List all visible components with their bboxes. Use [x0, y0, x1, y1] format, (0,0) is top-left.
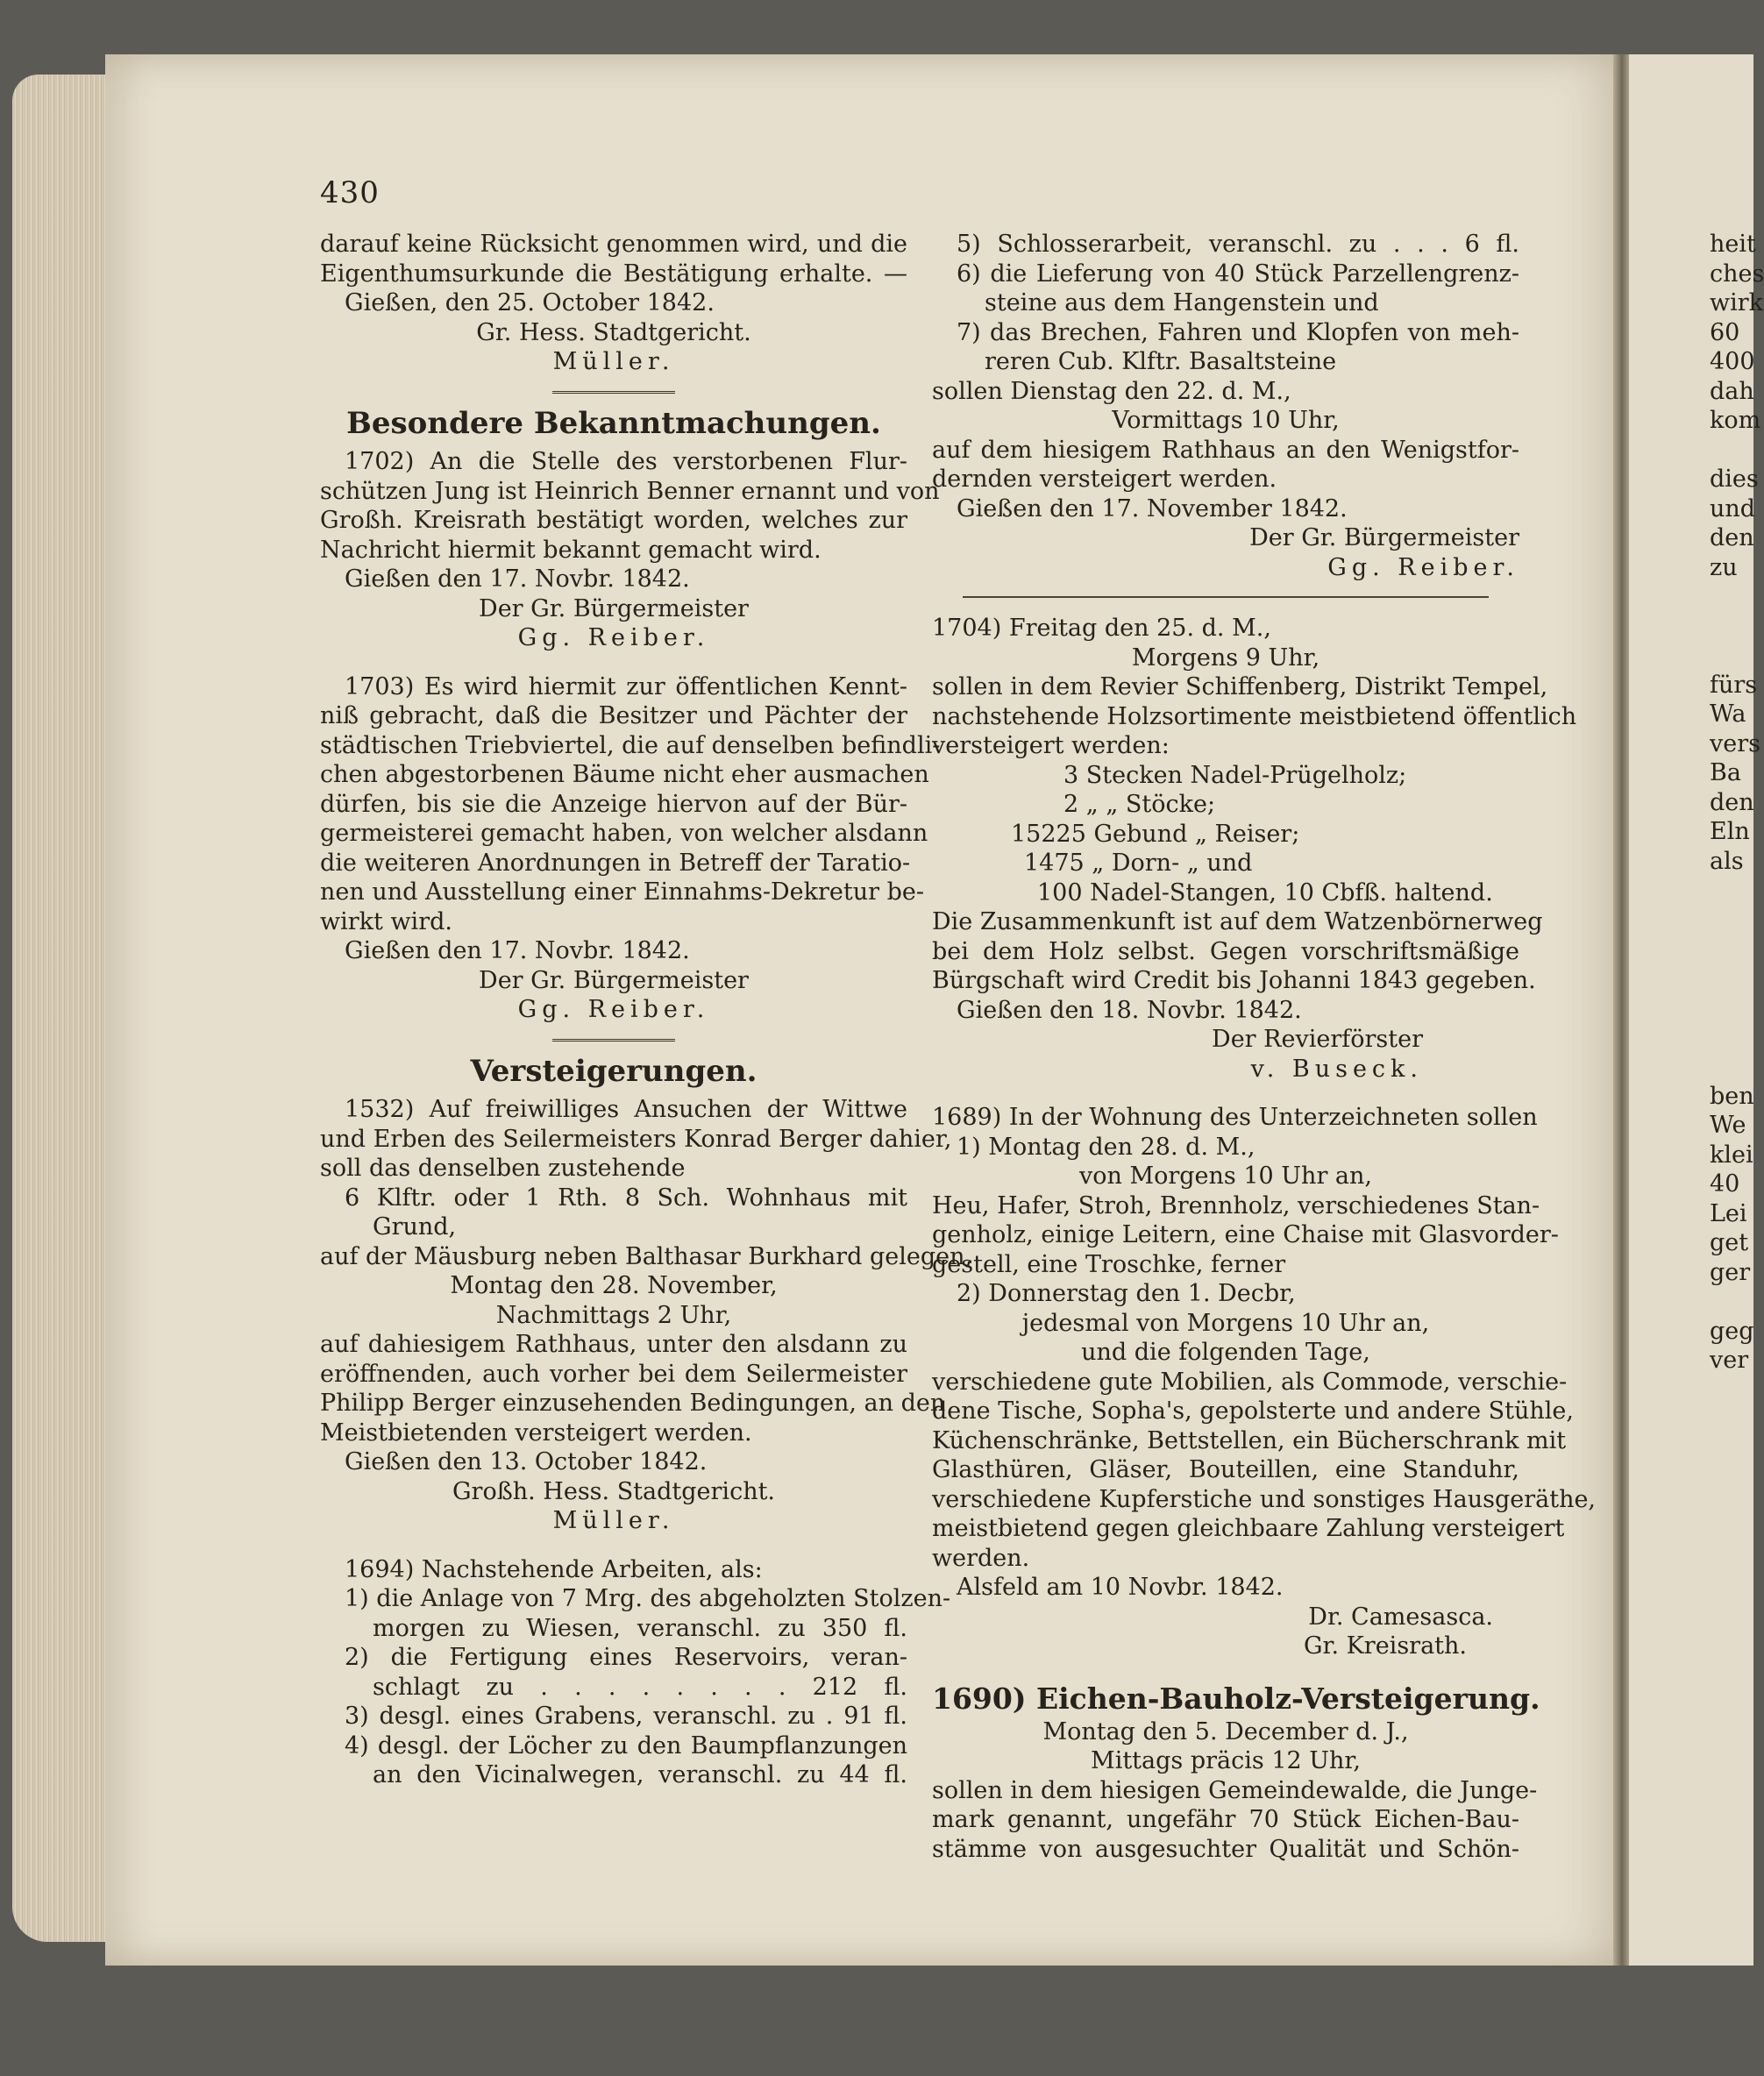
facing-page-text — [1710, 230, 1764, 1376]
signature-name: v. Buseck. — [1250, 1055, 1423, 1083]
facing-page-fragment — [1710, 993, 1753, 1023]
list-item: 15225 Gebund „ Reiser; — [1011, 820, 1300, 848]
facing-page-fragment: Lei — [1710, 1199, 1747, 1227]
notice-1704 — [932, 614, 1577, 1084]
text-line: versteigert werden: — [932, 732, 1170, 759]
list-item: 3 Stecken Nadel-Prügelholz; — [1063, 761, 1407, 789]
facing-page-fragment: ben — [1710, 1082, 1754, 1110]
facing-page-fragment: heit — [1710, 231, 1756, 258]
text-line: genholz, einige Leitern, eine Chaise mit Glasvorder- — [932, 1221, 1559, 1248]
text-line: germeisterei gemacht haben, von welcher alsdann — [320, 820, 928, 847]
signature-name: Gg. Reiber. — [1327, 553, 1519, 581]
facing-page-fragment: Ba — [1710, 759, 1741, 786]
facing-page-fragment: Wa — [1710, 700, 1746, 728]
signature-authority: Gr. Hess. Stadtgericht. — [476, 318, 751, 346]
facing-page-fragment — [1710, 876, 1753, 906]
facing-page-fragment: und — [1710, 494, 1756, 523]
text-line: darauf keine Rücksicht genommen wird, und die — [320, 231, 907, 258]
signature-authority: Gr. Kreisrath. — [1303, 1632, 1467, 1660]
facing-page-fragment: den — [1710, 524, 1754, 551]
notice-1690 — [932, 1681, 1540, 1865]
text-line: Großh. Kreisrath bestätigt worden, welches zur — [320, 507, 907, 534]
list-item: steine aus dem Hangenstein und — [985, 289, 1379, 316]
list-item: morgen zu Wiesen, veranschl. zu 350 fl. — [373, 1614, 907, 1642]
facing-page-fragment: den — [1710, 788, 1754, 816]
text-line: Alsfeld am 10 Novbr. 1842. — [957, 1574, 1284, 1601]
text-line: Mittags präcis 12 Uhr, — [1091, 1747, 1361, 1774]
text-line: chen abgestorbenen Bäume nicht eher ausmachen — [320, 761, 929, 788]
list-item: 2) Donnerstag den 1. Decbr, — [957, 1280, 1296, 1307]
text-line: Nachricht hiermit bekannt gemacht wird. — [320, 536, 822, 564]
text-line: gestell, eine Troschke, ferner — [932, 1250, 1286, 1278]
text-line: 6 Klftr. oder 1 Rth. 8 Sch. Wohnhaus mit — [345, 1184, 907, 1212]
text-line: auf dahiesigem Rathhaus, unter den alsdann zu — [320, 1331, 907, 1358]
book-gutter — [1613, 54, 1631, 1966]
list-item: 6) die Lieferung von 40 Stück Parzellengrenz- — [957, 260, 1519, 288]
left-column — [320, 230, 973, 1790]
list-item: 5) Schlosserarbeit, veranschl. zu . . . 6 fl. — [957, 231, 1519, 258]
facing-page-fragment: dies — [1710, 466, 1759, 493]
text-line: nachstehende Holzsortimente meistbietend öffentlich — [932, 702, 1577, 730]
facing-page-fragment: 400 — [1710, 348, 1755, 375]
facing-page-fragment — [1710, 935, 1753, 964]
text-line: schützen Jung ist Heinrich Benner ernannt und von — [320, 477, 940, 505]
signature-authority: Großh. Hess. Stadtgericht. — [452, 1477, 776, 1505]
facing-page-fragment: geg — [1710, 1317, 1754, 1345]
signature-name: Gg. Reiber. — [517, 624, 710, 651]
facing-page-fragment: dah — [1710, 377, 1754, 405]
text-line: Gießen den 17. November 1842. — [957, 494, 1348, 523]
facing-page-fragment: fürs — [1710, 671, 1758, 699]
list-item: 1) die Anlage von 7 Mrg. des abgeholzten Stolzen- — [345, 1585, 951, 1612]
text-line: mark genannt, ungefähr 70 Stück Eichen-Bau- — [932, 1806, 1519, 1833]
notice-1689 — [932, 1103, 1597, 1661]
text-line: Gießen den 13. October 1842. — [345, 1448, 708, 1475]
notice-1703 — [320, 672, 941, 1025]
section-divider — [963, 596, 1489, 598]
facing-page-fragment: zu — [1710, 553, 1738, 581]
list-item: schlagt zu . . . . . . . . 212 fl. — [373, 1673, 907, 1701]
text-line: Vormittags 10 Uhr, — [1112, 407, 1340, 434]
facing-page-fragment — [1710, 964, 1753, 994]
facing-page-fragment: ches — [1710, 260, 1764, 288]
signature-authority: Der Gr. Bürgermeister — [479, 966, 749, 994]
page-number: 430 — [320, 175, 380, 210]
text-line: dernden versteigert werden. — [932, 466, 1277, 493]
facing-page-fragment: ger — [1710, 1258, 1751, 1286]
text-line: dene Tische, Sopha's, gepolsterte und andere Stühle, — [932, 1397, 1574, 1425]
notice-title: 1690) Eichen-Bauholz-Versteigerung. — [932, 1681, 1540, 1716]
notice-1702 — [320, 447, 940, 653]
section-divider — [552, 391, 675, 394]
signature-authority: Der Gr. Bürgermeister — [479, 594, 749, 622]
facing-page-fragment — [1710, 1052, 1753, 1082]
text-line: Philipp Berger einzusehenden Bedingungen, an den — [320, 1390, 946, 1417]
text-line: auf dem hiesigem Rathhaus an den Wenigstfor- — [932, 436, 1519, 464]
text-line: Montag den 28. November, — [450, 1272, 778, 1299]
text-line: 1702) An die Stelle des verstorbenen Flur- — [345, 448, 907, 475]
text-line: 1689) In der Wohnung des Unterzeichneten sollen — [932, 1104, 1538, 1131]
text-line: stämme von ausgesuchter Qualität und Schön- — [932, 1835, 1519, 1863]
text-line: sollen in dem Revier Schiffenberg, Distrikt Tempel, — [932, 673, 1548, 700]
text-line: nen und Ausstellung einer Einnahms-Dekretur be- — [320, 878, 924, 906]
facing-page-fragment: 60 — [1710, 318, 1740, 346]
notice-1532 — [320, 1095, 973, 1536]
text-line: Gießen, den 25. October 1842. — [345, 289, 715, 316]
text-line: 1704) Freitag den 25. d. M., — [932, 615, 1271, 642]
facing-page-fragment: 40 — [1710, 1170, 1740, 1198]
text-line: verschiedene Kupferstiche und sonstiges Hausgeräthe, — [932, 1485, 1597, 1513]
section-heading-special: Besondere Bekanntmachungen. — [346, 405, 881, 441]
facing-page-fragment — [1710, 612, 1753, 642]
text-line: bei dem Holz selbst. Gegen vorschriftsmäßige — [932, 937, 1519, 965]
section-heading-auctions: Versteigerungen. — [470, 1053, 758, 1089]
text-line: 1703) Es wird hiermit zur öffentlichen Kennt- — [345, 672, 907, 700]
text-line: Gießen den 17. Novbr. 1842. — [345, 937, 690, 964]
right-column — [932, 230, 1597, 1864]
text-line: Montag den 5. December d. J., — [1042, 1717, 1409, 1745]
facing-page-fragment — [1710, 436, 1753, 466]
list-item: reren Cub. Klftr. Basaltsteine — [985, 348, 1337, 375]
list-item: an den Vicinalwegen, veranschl. zu 44 fl. — [373, 1761, 907, 1788]
text-line: Gießen den 17. Novbr. 1842. — [345, 565, 690, 593]
signature-name: Müller. — [552, 348, 675, 375]
list-item: 2) die Fertigung eines Reservoirs, veran- — [345, 1644, 907, 1671]
text-line: eröffnenden, auch vorher bei dem Seilermeister — [320, 1360, 907, 1388]
facing-page-fragment — [1710, 906, 1753, 935]
text-line: Gießen den 18. Novbr. 1842. — [957, 996, 1302, 1024]
text-line: Küchenschränke, Bettstellen, ein Bücherschrank mit — [932, 1426, 1567, 1454]
facing-page-fragment: wirk — [1710, 289, 1764, 316]
facing-page-fragment: We — [1710, 1112, 1746, 1139]
list-item: 3) desgl. eines Grabens, veranschl. zu . 91 fl. — [345, 1703, 907, 1730]
text-line: und die folgenden Tage, — [1081, 1339, 1370, 1366]
text-line: städtischen Triebviertel, die auf denselben befindli- — [320, 731, 941, 759]
list-item: 7) das Brechen, Fahren und Klopfen von meh- — [957, 318, 1519, 346]
text-line: werden. — [932, 1544, 1030, 1572]
text-line: Meistbietenden versteigert werden. — [320, 1418, 752, 1447]
facing-page-fragment: als — [1710, 847, 1744, 875]
list-item: 1475 „ Dorn- „ und — [1024, 850, 1253, 877]
notice-closing-top — [320, 230, 907, 377]
list-item: 2 „ „ Stöcke; — [1063, 791, 1216, 818]
facing-page-fragment — [1710, 1287, 1753, 1317]
facing-page-fragment — [1710, 641, 1753, 671]
text-line: von Morgens 10 Uhr an, — [1078, 1162, 1373, 1190]
text-line: jedesmal von Morgens 10 Uhr an, — [1021, 1309, 1430, 1337]
text-line: Grund, — [373, 1213, 457, 1241]
notice-1694 — [320, 1555, 951, 1790]
list-item: 1) Montag den 28. d. M., — [957, 1133, 1255, 1161]
text-line: wirkt wird. — [320, 907, 452, 935]
facing-page-fragment — [1710, 1023, 1753, 1053]
signature-name: Dr. Camesasca. — [1308, 1603, 1493, 1631]
text-line: sollen Dienstag den 22. d. M., — [932, 377, 1291, 405]
facing-page-fragment: Eln — [1710, 818, 1750, 845]
facing-page-fragment — [1710, 582, 1753, 612]
text-line: und Erben des Seilermeisters Konrad Berger dahier, — [320, 1125, 952, 1153]
text-line: meistbietend gegen gleichbaare Zahlung versteigert — [932, 1515, 1565, 1542]
text-line: auf der Mäusburg neben Balthasar Burkhard gelegen, — [320, 1242, 973, 1270]
signature-name: Müller. — [552, 1507, 675, 1534]
text-line: Bürgschaft wird Credit bis Johanni 1843 gegeben. — [932, 967, 1536, 994]
text-line: 1694) Nachstehende Arbeiten, als: — [345, 1555, 763, 1583]
text-line: dürfen, bis sie die Anzeige hiervon auf der Bür- — [320, 790, 907, 818]
facing-page-fragment: vers — [1710, 729, 1760, 757]
text-line: 1532) Auf freiwilliges Ansuchen der Wittwe — [345, 1096, 907, 1123]
text-line: die weiteren Anordnungen in Betreff der Taratio- — [320, 849, 911, 877]
text-line: sollen in dem hiesigen Gemeindewalde, die Junge- — [932, 1776, 1538, 1804]
signature-name: Gg. Reiber. — [517, 996, 710, 1023]
facing-page-fragment: get — [1710, 1229, 1749, 1256]
list-item: 100 Nadel-Stangen, 10 Cbfß. haltend. — [1037, 878, 1493, 906]
notice-1694-continued — [932, 230, 1519, 582]
list-item: 4) desgl. der Löcher zu den Baumpflanzungen — [345, 1731, 907, 1760]
signature-authority: Der Revierförster — [1212, 1026, 1423, 1053]
facing-page-fragment: klei — [1710, 1141, 1753, 1169]
section-divider — [552, 1039, 675, 1042]
text-line: Heu, Hafer, Stroh, Brennholz, verschiedenes Stan- — [932, 1191, 1540, 1219]
facing-page-fragment: kom — [1710, 407, 1761, 434]
text-line: Die Zusammenkunft ist auf dem Watzenbörnerweg — [932, 908, 1543, 935]
text-line: Nachmittags 2 Uhr, — [495, 1301, 732, 1329]
signature-authority: Der Gr. Bürgermeister — [1249, 524, 1519, 551]
text-line: Morgens 9 Uhr, — [1131, 643, 1320, 672]
facing-page-fragment: ver — [1710, 1347, 1749, 1374]
text-line: soll das denselben zustehende — [320, 1155, 686, 1182]
text-line: niß gebracht, daß die Besitzer und Pächter der — [320, 702, 907, 729]
text-line: Eigenthumsurkunde die Bestätigung erhalte. — — [320, 260, 907, 288]
text-line: Glasthüren, Gläser, Bouteillen, eine Standuhr, — [932, 1456, 1519, 1483]
text-line: verschiedene gute Mobilien, als Commode, verschie- — [932, 1368, 1568, 1396]
